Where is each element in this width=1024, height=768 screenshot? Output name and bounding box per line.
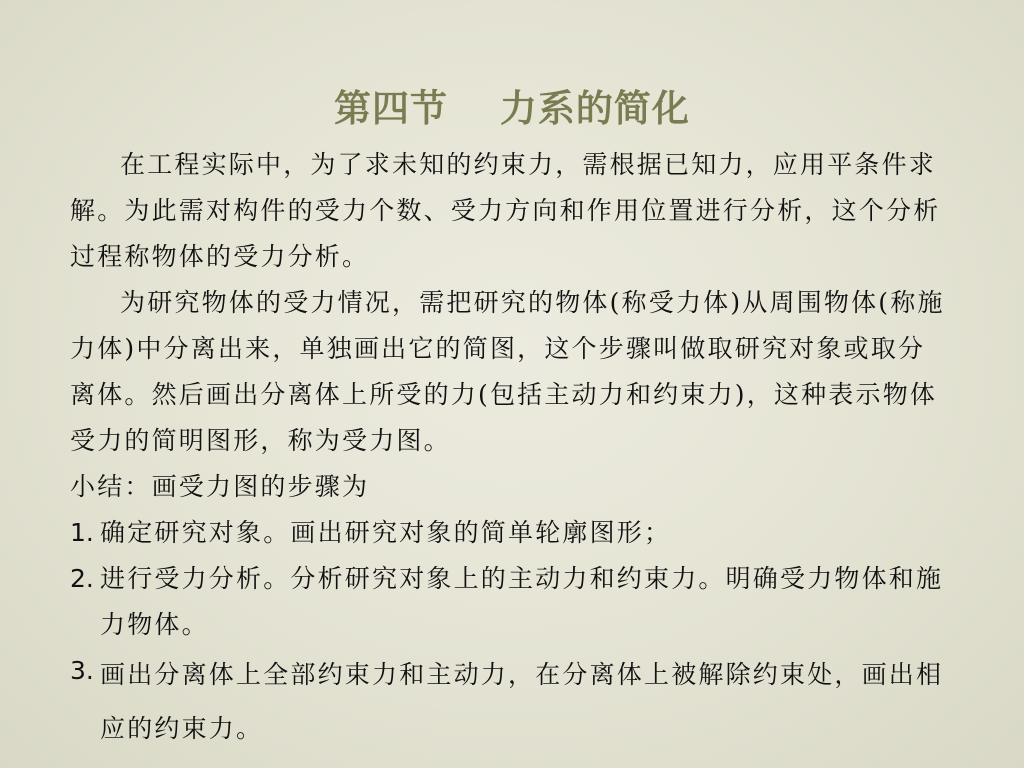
step-text: 进行受力分析。分析研究对象上的主动力和约束力。明确受力物体和施力物体。 xyxy=(100,564,944,639)
slide-body xyxy=(70,142,950,756)
step-3 xyxy=(70,648,950,756)
step-number: 2. xyxy=(70,564,94,593)
step-1 xyxy=(70,510,950,556)
slide-title: 第四节 力系的简化 xyxy=(334,86,690,130)
step-text: 画出分离体上全部约束力和主动力，在分离体上被解除约束处，画出相应的约束力。 xyxy=(100,660,944,743)
step-number: 1. xyxy=(70,518,94,547)
paragraph-1: 在工程实际中，为了求未知的约束力，需根据已知力，应用平条件求解。为此需对构件的受力个数、受力方向和作用位置进行分析，这个分析过程称物体的受力分析。 xyxy=(70,150,941,271)
summary-heading: 小结：画受力图的步骤为 xyxy=(70,472,370,501)
step-2 xyxy=(70,556,950,648)
step-text: 确定研究对象。画出研究对象的简单轮廓图形； xyxy=(100,518,672,547)
paragraph-2: 为研究物体的受力情况，需把研究的物体(称受力体)从周围物体(称施力体)中分离出来，单独画出它的简图，这个步骤叫做取研究对象或取分离体。然后画出分离体上所受的力(包括主动力和约束力)，这种表示物体受力的简明图形，称为受力图。 xyxy=(70,288,945,455)
step-number: 3. xyxy=(70,656,94,685)
